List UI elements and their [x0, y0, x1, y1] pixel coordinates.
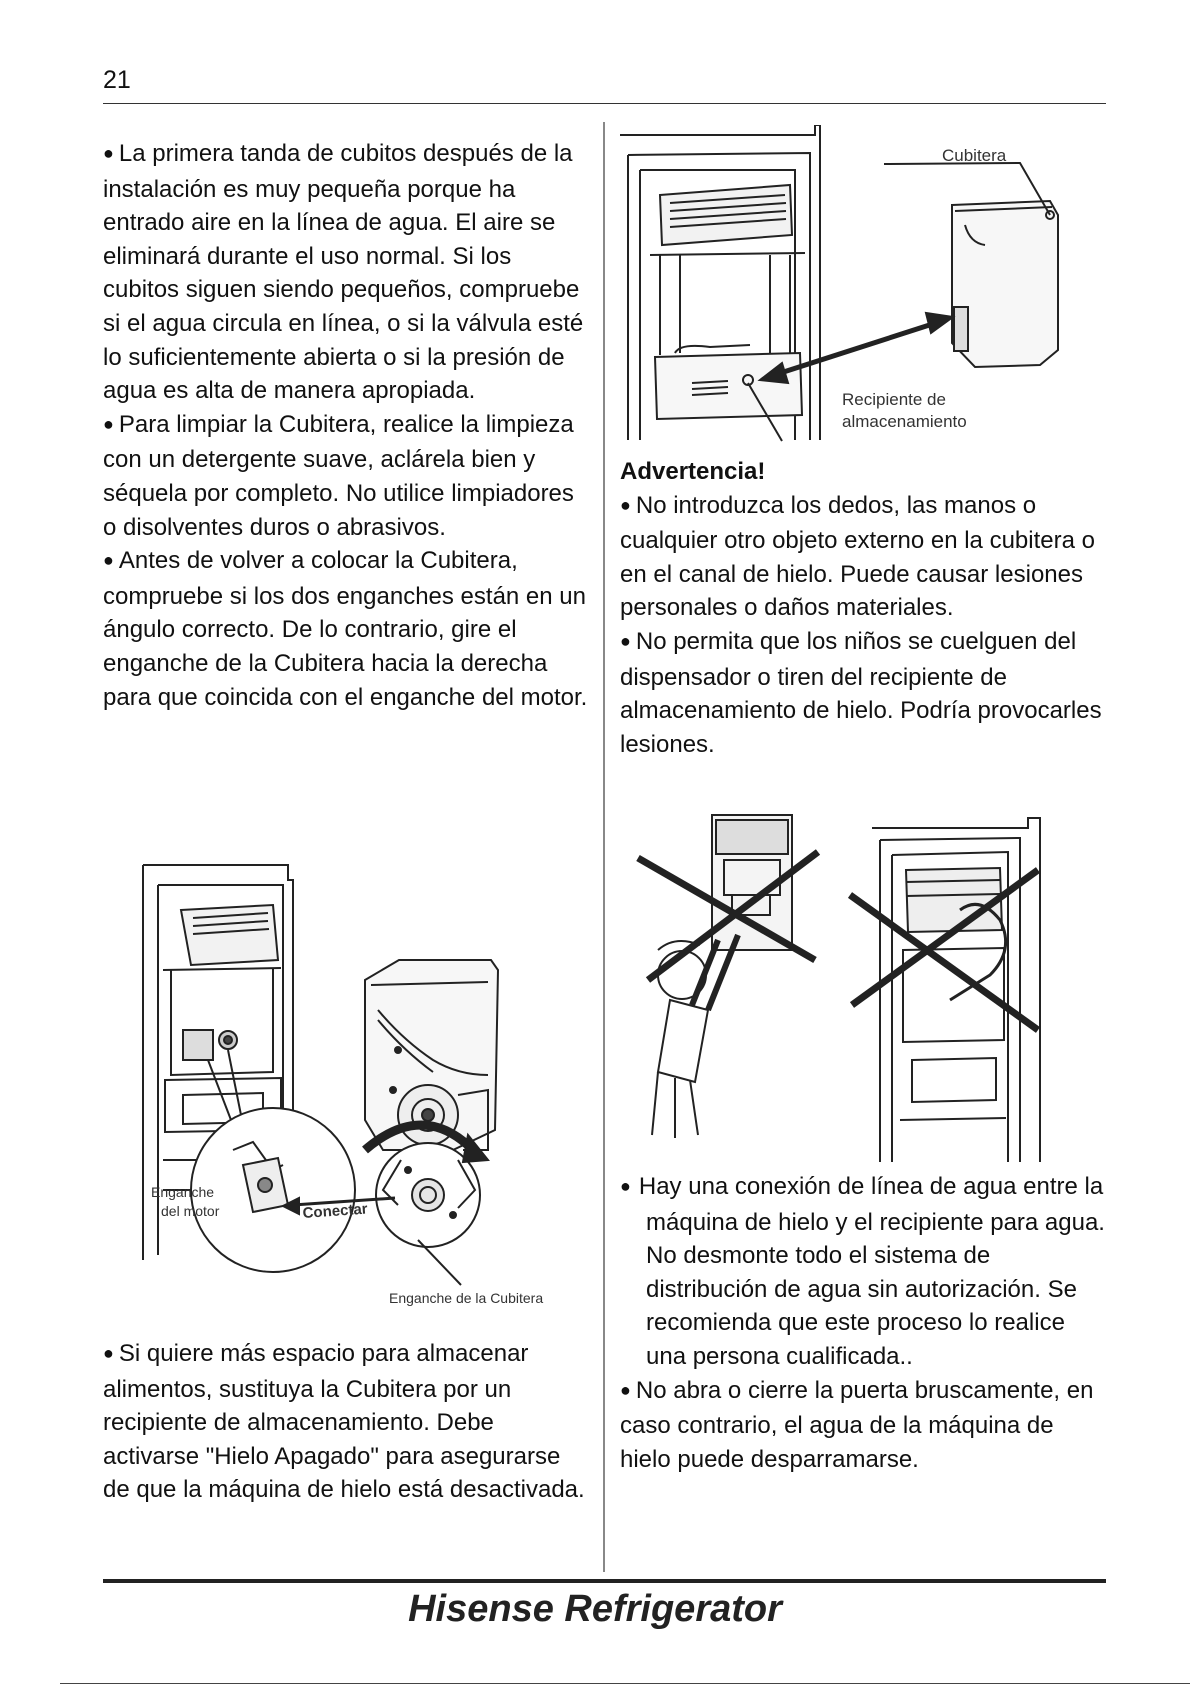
paragraph-hooks: ● Antes de volver a colocar la Cubitera, compruebe si los dos enganches están en un ángulo correcto. De lo contrario, gire el enganche de la Cubitera hacia la derecha para que coincida con el enganche del motor. [103, 544, 593, 714]
connect-label: Conectar [302, 1200, 369, 1222]
motor-hook-label-line2: del motor [161, 1203, 220, 1219]
bullet-icon [103, 411, 119, 438]
storage-bin-label-line2: almacenamiento [842, 412, 967, 431]
right-column-text-bottom [620, 1170, 1110, 1476]
paragraph-first-batch: ● La primera tanda de cubitos después de la instalación es muy pequeña porque ha entrado aire en la línea de agua. El aire se eliminará durante el uso normal. Si los cubitos siguen siendo pequeños, compruebe si el agua circula en línea, o si la válvula esté lo suficientemente abierta o si la presión de agua es alta de manera apropiada. [103, 137, 593, 408]
column-divider [603, 122, 605, 1572]
paragraph-door-warning: ● No abra o cierre la puerta bruscamente, en caso contrario, el agua de la máquina de hielo puede desparramarse. [620, 1374, 1110, 1477]
paragraph-water-line: ● Hay una conexión de línea de agua entre la máquina de hielo y el recipiente para agua. No desmonte todo el sistema de distribución de agua sin autorización. Se recomienda que este proceso lo realice una persona cualificada.. [620, 1170, 1110, 1374]
right-column-warning [620, 455, 1110, 761]
bullet-icon [620, 492, 636, 519]
left-column-text-top [103, 137, 593, 714]
bullet-icon [620, 1377, 636, 1404]
warning-fingers: ● No introduzca los dedos, las manos o cualquier otro objeto externo en la cubitera o en el canal de hielo. Puede causar lesiones personales o daños materiales. [620, 489, 1110, 625]
paragraph-storage-bin: ● Si quiere más espacio para almacenar alimentos, sustituya la Cubitera por un recipiente de almacenamiento. Debe activarse "Hielo Apagado" para asegurarse de que la máquina de hielo está desactivada. [103, 1337, 593, 1507]
warning-children: ● No permita que los niños se cuelguen del dispensador o tiren del recipiente de almacenamiento de hielo. Podría provocarles lesiones. [620, 625, 1110, 761]
paragraph-cleaning: ● Para limpiar la Cubitera, realice la limpieza con un detergente suave, aclárela bien y séquela por completo. No utilice limpiadores o disolventes duros o abrasivos. [103, 408, 593, 544]
bullet-icon [103, 547, 119, 574]
bullet-icon [620, 628, 636, 655]
ice-bucket-hooks-illustration [103, 860, 593, 1320]
bullet-icon [103, 140, 119, 167]
bullet-icon [103, 1340, 119, 1367]
ice-bucket-hook-label: Enganche de la Cubitera [389, 1290, 544, 1306]
header-rule [103, 103, 1106, 104]
page-number: 21 [103, 66, 131, 94]
bullet-icon [620, 1173, 639, 1200]
storage-bin-replacement-illustration [620, 125, 1100, 445]
left-column-text-bottom [103, 1337, 593, 1507]
storage-bin-label-line1: Recipiente de [842, 390, 946, 409]
ice-bucket-label: Cubitera [942, 146, 1007, 165]
footer-rule [103, 1579, 1106, 1583]
motor-hook-label-line1: Enganche [151, 1184, 215, 1200]
brand-footer: Hisense Refrigerator [408, 1588, 782, 1630]
warning-title: Advertencia! [620, 458, 766, 485]
prohibited-actions-illustration [620, 800, 1100, 1165]
